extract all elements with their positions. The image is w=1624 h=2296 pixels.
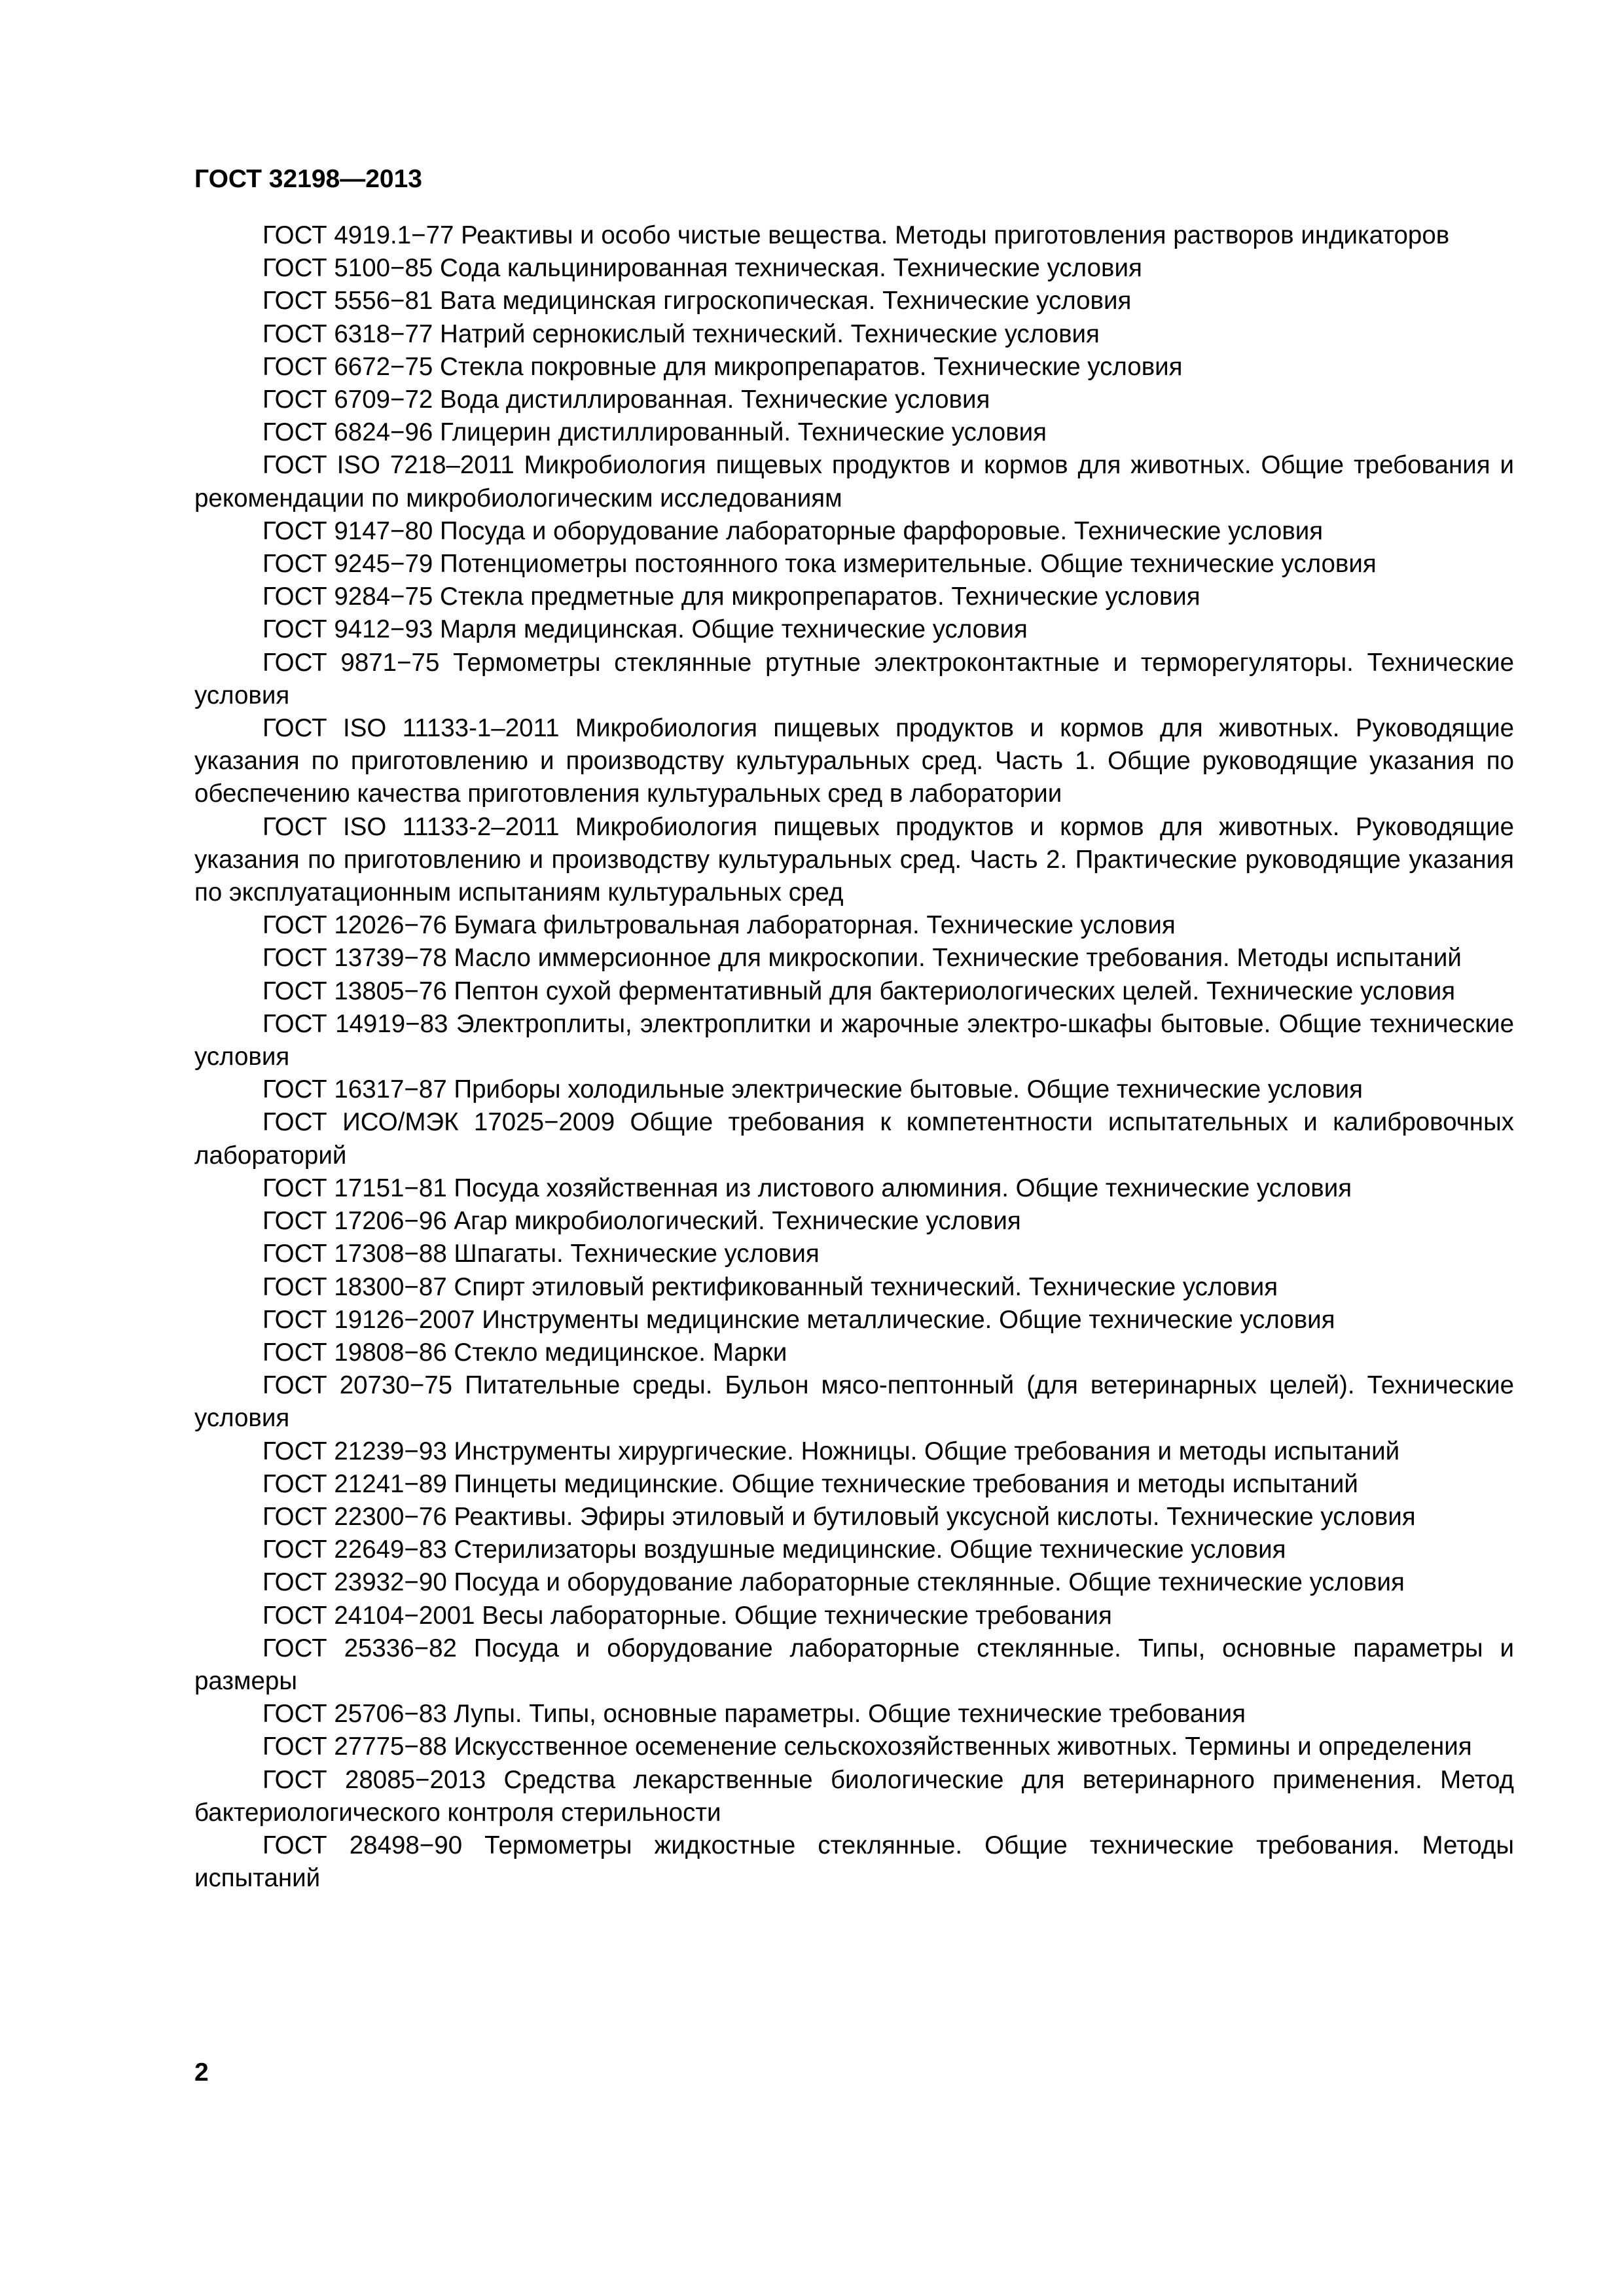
reference-entry: ГОСТ ISO 7218–2011 Микробиология пищевых продуктов и кормов для животных. Общие требования и рекомендации по микробиологическим исследованиям	[194, 451, 1514, 512]
reference-entry: ГОСТ 6709−72 Вода дистиллированная. Технические условия	[262, 386, 990, 414]
reference-entry: ГОСТ 28498−90 Термометры жидкостные стеклянные. Общие технические требования. Методы испытаний	[194, 1831, 1514, 1893]
reference-entry: ГОСТ 5100−85 Сода кальцинированная техническая. Технические условия	[262, 254, 1142, 283]
reference-entry: ГОСТ ISO 11133-1–2011 Микробиология пищевых продуктов и кормов для животных. Руководящие указания по приготовлению и производству культуральных сред. Часть 1. Общие руководящие указания по обеспечению качества приготовления культуральных сред в лаборатории	[194, 714, 1514, 808]
reference-entry: ГОСТ 9245−79 Потенциометры постоянного тока измерительные. Общие технические условия	[262, 550, 1377, 579]
reference-entry: ГОСТ 27775−88 Искусственное осеменение сельскохозяйственных животных. Термины и определения	[262, 1732, 1472, 1761]
reference-entry: ГОСТ 6672−75 Стекла покровные для микропрепаратов. Технические условия	[262, 352, 1183, 381]
reference-entry: ГОСТ 9284−75 Стекла предметные для микропрепаратов. Технические условия	[262, 583, 1200, 611]
references-list	[194, 219, 1514, 1895]
reference-entry: ГОСТ 21241−89 Пинцеты медицинские. Общие технические требования и методы испытаний	[262, 1469, 1358, 1498]
reference-entry: ГОСТ 28085−2013 Средства лекарственные биологические для ветеринарного применения. Метод бактериологического контроля стерильности	[194, 1765, 1514, 1827]
reference-entry: ГОСТ 19808−86 Стекло медицинское. Марки	[262, 1338, 787, 1367]
reference-entry: ГОСТ 17151−81 Посуда хозяйственная из листового алюминия. Общие технические условия	[262, 1174, 1352, 1202]
reference-entry: ГОСТ 14919−83 Электроплиты, электроплитки и жарочные электро-шкафы бытовые. Общие технические условия	[194, 1009, 1514, 1071]
reference-entry: ГОСТ 16317−87 Приборы холодильные электрические бытовые. Общие технические условия	[262, 1075, 1363, 1104]
reference-entry: ГОСТ 9147−80 Посуда и оборудование лабораторные фарфоровые. Технические условия	[262, 516, 1324, 545]
reference-entry: ГОСТ 6824−96 Глицерин дистиллированный. Технические условия	[262, 418, 1047, 447]
reference-entry: ГОСТ ISO 11133-2–2011 Микробиология пищевых продуктов и кормов для животных. Руководящие указания по приготовлению и производству культуральных сред. Часть 2. Практические руководящие указания по эксплуатационным испытаниям культуральных сред	[194, 812, 1514, 907]
document-header: ГОСТ 32198—2013	[194, 165, 422, 193]
reference-entry: ГОСТ 5556−81 Вата медицинская гигроскопическая. Технические условия	[262, 287, 1132, 315]
reference-entry: ГОСТ 22300−76 Реактивы. Эфиры этиловый и бутиловый уксусной кислоты. Технические условия	[262, 1502, 1416, 1531]
reference-entry: ГОСТ 18300−87 Спирт этиловый ректификованный технический. Технические условия	[262, 1272, 1278, 1301]
reference-entry: ГОСТ 17308−88 Шпагаты. Технические условия	[262, 1240, 820, 1268]
reference-entry: ГОСТ 13739−78 Масло иммерсионное для микроскопии. Технические требования. Методы испытаний	[262, 944, 1462, 973]
reference-entry: ГОСТ 9412−93 Марля медицинская. Общие технические условия	[262, 615, 1028, 644]
reference-entry: ГОСТ 22649−83 Стерилизаторы воздушные медицинские. Общие технические условия	[262, 1535, 1286, 1564]
reference-entry: ГОСТ 24104−2001 Весы лабораторные. Общие технические требования	[262, 1601, 1112, 1630]
reference-entry: ГОСТ 21239−93 Инструменты хирургические. Ножницы. Общие требования и методы испытаний	[262, 1437, 1400, 1465]
reference-entry: ГОСТ 25706−83 Лупы. Типы, основные параметры. Общие технические требования	[262, 1700, 1246, 1729]
reference-entry: ГОСТ 6318−77 Натрий сернокислый технический. Технические условия	[262, 319, 1100, 348]
reference-entry: ГОСТ 12026−76 Бумага фильтровальная лабораторная. Технические условия	[262, 911, 1176, 940]
reference-entry: ГОСТ 19126−2007 Инструменты медицинские металлические. Общие технические условия	[262, 1305, 1335, 1334]
reference-entry: ГОСТ ИСО/МЭК 17025−2009 Общие требования к компетентности испытательных и калибровочных лабораторий	[194, 1108, 1514, 1170]
reference-entry: ГОСТ 17206−96 Агар микробиологический. Технические условия	[262, 1207, 1021, 1236]
reference-entry: ГОСТ 25336−82 Посуда и оборудование лабораторные стеклянные. Типы, основные параметры и размеры	[194, 1634, 1514, 1695]
reference-entry: ГОСТ 13805−76 Пептон сухой ферментативный для бактериологических целей. Технические условия	[262, 977, 1456, 1005]
reference-entry: ГОСТ 20730−75 Питательные среды. Бульон мясо-пептонный (для ветеринарных целей). Технические условия	[194, 1371, 1514, 1433]
reference-entry: ГОСТ 23932−90 Посуда и оборудование лабораторные стеклянные. Общие технические условия	[262, 1568, 1405, 1597]
reference-entry: ГОСТ 4919.1−77 Реактивы и особо чистые вещества. Методы приготовления растворов индикаторов	[262, 221, 1450, 249]
reference-entry: ГОСТ 9871−75 Термометры стеклянные ртутные электроконтактные и терморегуляторы. Технические условия	[194, 648, 1514, 709]
page-number: 2	[194, 2058, 209, 2087]
